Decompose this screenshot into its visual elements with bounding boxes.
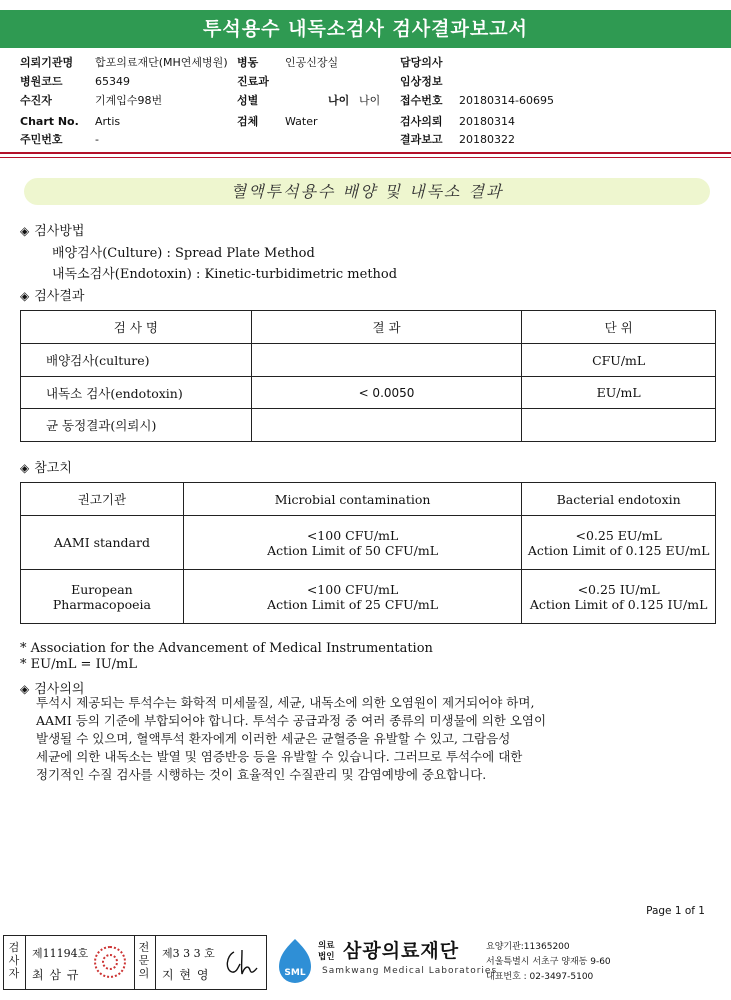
request-date-label: 검사의뢰 <box>400 115 443 128</box>
doctor-label: 담당의사 <box>400 56 443 69</box>
receipt-no-label: 접수번호 <box>400 94 443 107</box>
reference-header-row <box>21 483 716 516</box>
opinion-line: 투석시 제공되는 투석수는 화학적 미세물질, 세균, 내독소에 의한 오염원이 제거되어야 하며, <box>36 695 535 710</box>
report-title: 투석용수 내독소검사 검사결과보고서 <box>0 10 731 48</box>
resident-no-label: 주민번호 <box>20 133 63 146</box>
endotoxin-cell <box>522 570 716 624</box>
results-heading: ◈ 검사결과 <box>20 289 85 304</box>
endotoxin-limit: <0.25 IU/mL <box>577 581 660 597</box>
receipt-no-value: 20180314-60695 <box>459 94 554 107</box>
unit-cell: EU/mL <box>522 377 716 409</box>
request-date-value: 20180314 <box>459 115 515 128</box>
company-address: 서울특별시 서초구 양재동 9-60 <box>486 957 611 967</box>
sml-logo-icon <box>275 937 315 987</box>
table-row <box>21 409 716 442</box>
table-row <box>21 516 716 570</box>
organization-cell: European Pharmacopoeia <box>21 570 184 624</box>
specialist-label: 전문의 <box>138 941 150 980</box>
results-header-row <box>21 311 716 344</box>
patient-label: 수진자 <box>20 94 52 107</box>
result-cell <box>251 409 522 442</box>
institution-value: 합포의료재단(MH연세병원) <box>95 56 228 69</box>
company-code: 요양기관:11365200 <box>486 942 570 952</box>
table-row <box>21 344 716 377</box>
header-unit: 단 위 <box>522 311 716 344</box>
company-prefix: 의료 법인 <box>318 941 335 962</box>
opinion-paragraph <box>36 694 716 784</box>
ward-label: 병동 <box>237 56 259 69</box>
logo-text: SML <box>284 968 306 978</box>
result-cell <box>251 344 522 377</box>
endotoxin-limit: <0.25 EU/mL <box>575 527 662 543</box>
divider <box>134 936 135 989</box>
examiner-label: 검사자 <box>8 941 20 980</box>
opinion-line: 발생될 수 있으며, 혈액투석 환자에게 이러한 세균은 균혈증을 유발할 수 있고, 그람음성 <box>36 731 511 746</box>
patient-value: 기계입수98번 <box>95 94 163 107</box>
endotoxin-action-limit: Action Limit of 0.125 EU/mL <box>527 542 710 558</box>
header-microbial: Microbial contamination <box>183 483 521 516</box>
footnote-aami: * Association for the Advancement of Medical Instrumentation <box>20 641 433 656</box>
department-label: 진료과 <box>237 75 269 88</box>
chart-no-label: Chart No. <box>20 115 79 128</box>
ward-value: 인공신장실 <box>285 56 339 69</box>
diamond-icon: ◈ <box>20 224 30 238</box>
test-name-cell: 내독소 검사(endotoxin) <box>21 377 252 409</box>
method-heading: ◈ 검사방법 <box>20 224 85 239</box>
endotoxin-action-limit: Action Limit of 0.125 IU/mL <box>529 596 708 612</box>
report-date-value: 20180322 <box>459 133 515 146</box>
header-result: 결 과 <box>251 311 522 344</box>
endotoxin-cell <box>522 516 716 570</box>
hospital-code-label: 병원코드 <box>20 75 63 88</box>
table-row <box>21 570 716 624</box>
company-english-name: Samkwang Medical Laboratories <box>322 966 498 976</box>
sex-label: 성별 <box>237 94 259 107</box>
organization-cell: AAMI standard <box>21 516 184 570</box>
examiner-name: 최 삼 규 <box>32 968 80 982</box>
specimen-label: 검체 <box>237 115 259 128</box>
report-date-label: 결과보고 <box>400 133 443 146</box>
clinical-info-label: 임상정보 <box>400 75 443 88</box>
opinion-heading: ◈ 검사의의 <box>20 682 85 697</box>
microbial-action-limit: Action Limit of 50 CFU/mL <box>267 542 438 558</box>
microbial-action-limit: Action Limit of 25 CFU/mL <box>267 596 438 612</box>
footnote-units: * EU/mL = IU/mL <box>20 657 138 672</box>
company-phone: 대표번호 : 02-3497-5100 <box>486 972 594 982</box>
reference-table <box>20 482 716 624</box>
header-endotoxin: Bacterial endotoxin <box>522 483 716 516</box>
examiner-seal-icon <box>94 946 126 978</box>
microbial-limit: <100 CFU/mL <box>306 581 399 597</box>
microbial-cell <box>183 516 521 570</box>
result-cell: < 0.0050 <box>251 377 522 409</box>
section-banner: 혈액투석용수 배양 및 내독소 결과 <box>24 178 710 205</box>
method-line-culture: 배양검사(Culture) : Spread Plate Method <box>52 246 315 261</box>
divider <box>155 936 156 989</box>
test-name-cell: 균 동정결과(의뢰시) <box>21 409 252 442</box>
company-name: 삼광의료재단 <box>343 940 460 962</box>
divider <box>25 936 26 989</box>
microbial-cell <box>183 570 521 624</box>
method-line-endotoxin: 내독소검사(Endotoxin) : Kinetic-turbidimetric method <box>52 267 398 282</box>
specialist-license-no: 제3 3 3 호 <box>162 947 215 960</box>
specialist-name: 지 현 영 <box>162 968 210 982</box>
hospital-code-value: 65349 <box>95 75 130 88</box>
test-name-cell: 배양검사(culture) <box>21 344 252 377</box>
resident-no-value: - <box>95 133 99 146</box>
table-row <box>21 377 716 409</box>
unit-cell: CFU/mL <box>522 344 716 377</box>
diamond-icon: ◈ <box>20 461 30 475</box>
chart-no-value: Artis <box>95 115 121 128</box>
examiner-license-no: 제11194호 <box>32 947 89 960</box>
age-value: 나이 <box>359 94 381 107</box>
specimen-value: Water <box>285 115 318 128</box>
opinion-line: AAMI 등의 기준에 부합되어야 합니다. 투석수 공급과정 중 여러 종류의 미생물에 의한 오염이 <box>36 713 547 728</box>
company-info <box>486 940 611 985</box>
opinion-line: 세균에 의한 내독소는 발열 및 염증반응 등을 유발할 수 있습니다. 그러므로 투석수에 대한 <box>36 749 523 764</box>
age-label: 나이 <box>328 94 350 107</box>
institution-label: 의뢰기관명 <box>20 56 74 69</box>
unit-cell <box>522 409 716 442</box>
opinion-line: 정기적인 수질 검사를 시행하는 것이 효율적인 수질관리 및 감염예방에 중요합니다. <box>36 767 487 782</box>
signature-icon <box>222 946 260 980</box>
header-organization: 권고기관 <box>21 483 184 516</box>
header-test-name: 검 사 명 <box>21 311 252 344</box>
page-number: Page 1 of 1 <box>646 905 705 917</box>
diamond-icon: ◈ <box>20 289 30 303</box>
microbial-limit: <100 CFU/mL <box>306 527 399 543</box>
header-divider-bottom <box>0 157 731 158</box>
results-table <box>20 310 716 442</box>
diamond-icon: ◈ <box>20 682 30 696</box>
reference-heading: ◈ 참고치 <box>20 461 72 476</box>
header-divider-top <box>0 152 731 154</box>
signature-box <box>3 935 267 990</box>
